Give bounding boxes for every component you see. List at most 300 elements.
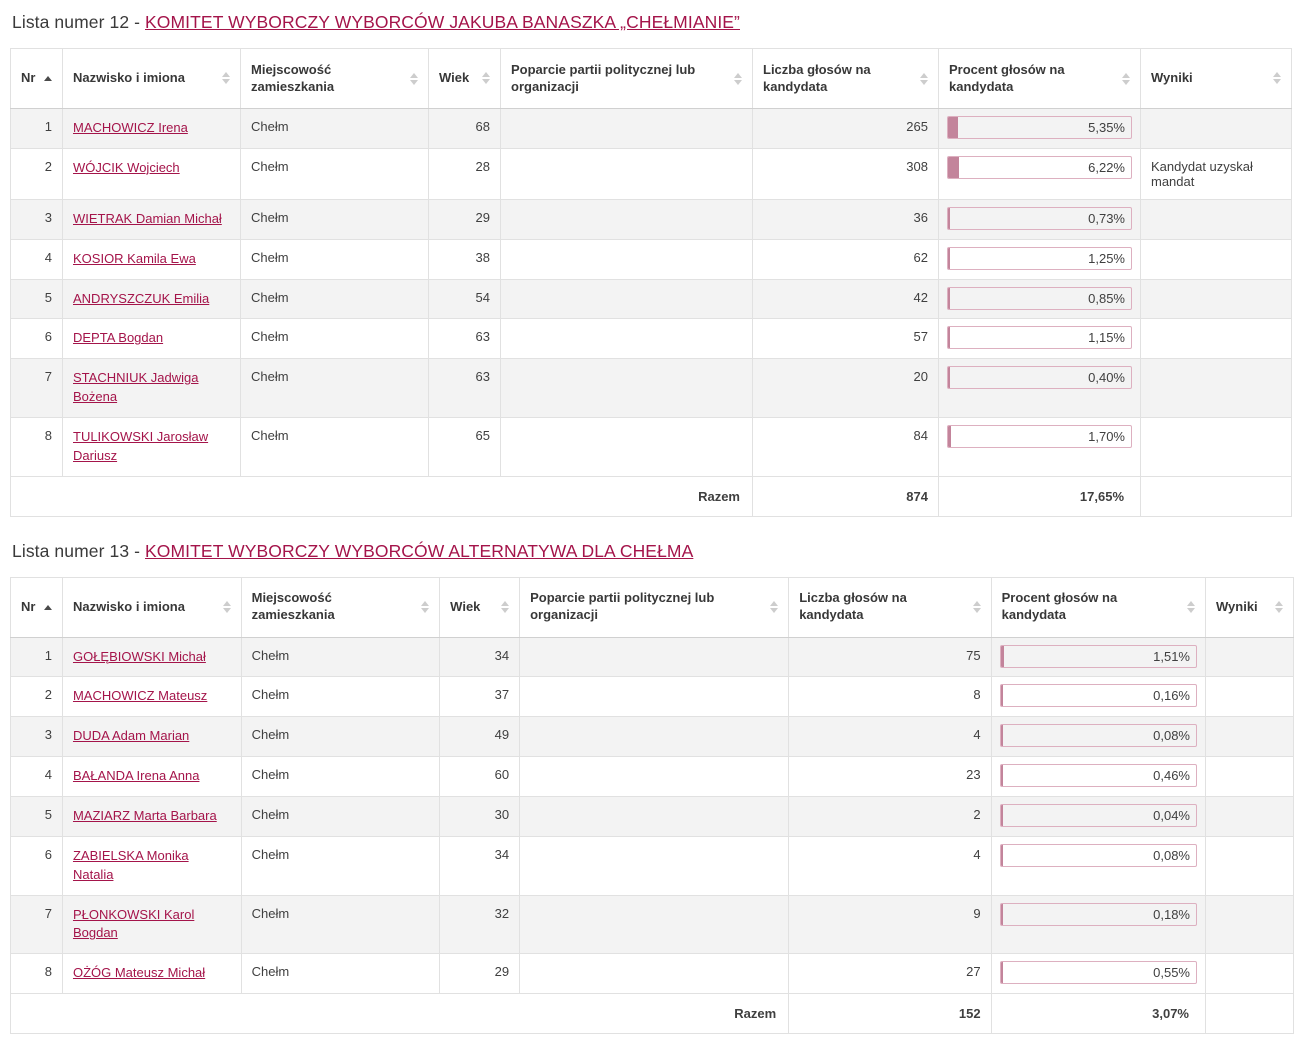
percent-bar bbox=[1000, 903, 1197, 926]
sort-up-arrow-icon bbox=[1122, 73, 1130, 78]
cell-age: 34 bbox=[440, 637, 520, 677]
header-row bbox=[11, 49, 1292, 109]
cell-name bbox=[63, 359, 241, 418]
cell-city: Chełm bbox=[241, 359, 429, 418]
candidate-link[interactable]: STACHNIUK Jadwiga Bożena bbox=[73, 370, 199, 405]
col-header-label: Procent głosów na kandydata bbox=[1001, 590, 1118, 623]
list-title-prefix: Lista numer 12 - bbox=[12, 12, 146, 32]
cell-nr: 6 bbox=[11, 836, 63, 895]
total-result-empty bbox=[1141, 476, 1292, 516]
cell-age: 29 bbox=[429, 199, 501, 239]
cell-city: Chełm bbox=[241, 319, 429, 359]
candidate-row bbox=[11, 109, 1292, 149]
candidate-row bbox=[11, 796, 1294, 836]
cell-name bbox=[63, 319, 241, 359]
candidate-link[interactable]: DUDA Adam Marian bbox=[72, 728, 190, 744]
percent-bar-value: 0,18% bbox=[1153, 906, 1190, 922]
candidate-row bbox=[11, 836, 1294, 895]
total-label: Razem bbox=[11, 994, 789, 1034]
cell-votes: 36 bbox=[753, 199, 939, 239]
cell-percent bbox=[991, 895, 1205, 954]
cell-nr: 8 bbox=[11, 417, 63, 476]
cell-city: Chełm bbox=[241, 954, 440, 994]
percent-bar-value: 0,08% bbox=[1153, 728, 1190, 744]
cell-support bbox=[501, 319, 753, 359]
cell-result bbox=[1141, 199, 1292, 239]
cell-name bbox=[62, 954, 241, 994]
percent-bar-value: 0,46% bbox=[1153, 768, 1190, 784]
cell-city: Chełm bbox=[241, 637, 440, 677]
cell-name bbox=[62, 677, 241, 717]
cell-age: 65 bbox=[429, 417, 501, 476]
percent-bar-fill bbox=[1001, 805, 1003, 826]
cell-name bbox=[63, 148, 241, 199]
cell-support bbox=[520, 836, 789, 895]
cell-votes: 4 bbox=[789, 717, 991, 757]
percent-bar bbox=[947, 366, 1132, 389]
candidate-link[interactable]: ZABIELSKA Monika Natalia bbox=[72, 847, 189, 882]
candidate-row bbox=[11, 717, 1294, 757]
sort-both-icon[interactable] bbox=[770, 601, 778, 613]
cell-votes: 42 bbox=[753, 279, 939, 319]
cell-nr: 4 bbox=[11, 757, 63, 797]
header-row bbox=[11, 577, 1294, 637]
cell-age: 29 bbox=[440, 954, 520, 994]
cell-votes: 23 bbox=[789, 757, 991, 797]
cell-name bbox=[63, 417, 241, 476]
cell-nr: 2 bbox=[11, 677, 63, 717]
cell-city: Chełm bbox=[241, 417, 429, 476]
candidate-row bbox=[11, 954, 1294, 994]
total-votes: 152 bbox=[789, 994, 991, 1034]
candidate-row bbox=[11, 239, 1292, 279]
sort-both-icon[interactable] bbox=[222, 72, 230, 84]
percent-bar-value: 5,35% bbox=[1088, 120, 1125, 135]
total-votes: 874 bbox=[753, 476, 939, 516]
candidate-row bbox=[11, 319, 1292, 359]
col-header-city[interactable] bbox=[241, 49, 429, 109]
cell-city: Chełm bbox=[241, 895, 440, 954]
cell-age: 49 bbox=[440, 717, 520, 757]
sort-both-icon[interactable] bbox=[1187, 601, 1195, 613]
sort-up-arrow-icon bbox=[410, 73, 418, 78]
candidate-link[interactable]: OŻÓG Mateusz Michał bbox=[72, 965, 206, 981]
sort-up-arrow-icon bbox=[482, 72, 490, 77]
percent-bar-fill bbox=[948, 117, 958, 138]
sort-both-icon[interactable] bbox=[920, 73, 928, 85]
percent-bar-fill bbox=[1001, 962, 1003, 983]
committee-link[interactable]: KOMITET WYBORCZY WYBORCÓW ALTERNATYWA DLA CHEŁMA bbox=[145, 540, 694, 561]
cell-name bbox=[62, 895, 241, 954]
col-header-label: Wiek bbox=[439, 70, 470, 86]
candidate-link[interactable]: KOSIOR Kamila Ewa bbox=[73, 250, 196, 266]
total-label: Razem bbox=[11, 476, 753, 516]
cell-name bbox=[62, 717, 241, 757]
candidate-row bbox=[11, 359, 1292, 418]
col-header-label: Miejscowość zamieszkania bbox=[251, 61, 335, 94]
percent-bar bbox=[947, 326, 1132, 349]
percent-bar-value: 1,70% bbox=[1088, 428, 1125, 444]
percent-bar-fill bbox=[948, 426, 951, 447]
candidate-row bbox=[11, 417, 1292, 476]
col-header-label: Liczba głosów na kandydata bbox=[763, 61, 871, 94]
list-12-title bbox=[12, 12, 1294, 33]
percent-bar-fill bbox=[1001, 685, 1003, 706]
cell-support bbox=[520, 796, 789, 836]
percent-bar-value: 0,08% bbox=[1153, 847, 1190, 863]
sort-both-icon[interactable] bbox=[734, 73, 742, 85]
percent-bar-value: 1,25% bbox=[1088, 250, 1125, 266]
percent-bar bbox=[947, 156, 1132, 179]
cell-name bbox=[63, 109, 241, 149]
cell-percent bbox=[991, 637, 1205, 677]
percent-bar-fill bbox=[948, 367, 950, 388]
percent-bar-fill bbox=[948, 327, 950, 348]
cell-result bbox=[1141, 279, 1292, 319]
cell-nr: 4 bbox=[11, 239, 63, 279]
percent-bar-value: 6,22% bbox=[1088, 159, 1125, 175]
cell-nr: 8 bbox=[11, 954, 63, 994]
cell-result bbox=[1141, 417, 1292, 476]
sort-down-arrow-icon bbox=[1273, 79, 1281, 84]
percent-bar-fill bbox=[948, 288, 950, 309]
cell-votes: 9 bbox=[789, 895, 991, 954]
cell-result bbox=[1206, 677, 1294, 717]
col-header-name[interactable] bbox=[63, 49, 241, 109]
cell-support bbox=[520, 954, 789, 994]
col-header-results[interactable] bbox=[1141, 49, 1292, 109]
cell-nr: 7 bbox=[11, 895, 63, 954]
sort-up-arrow-icon bbox=[421, 601, 429, 606]
cell-age: 38 bbox=[429, 239, 501, 279]
cell-percent bbox=[939, 417, 1141, 476]
cell-support bbox=[520, 717, 789, 757]
percent-bar bbox=[1000, 645, 1197, 668]
sort-down-arrow-icon bbox=[1275, 608, 1283, 613]
list-12-section bbox=[10, 12, 1294, 517]
cell-nr: 3 bbox=[11, 199, 63, 239]
cell-nr: 5 bbox=[11, 796, 63, 836]
col-header-label: Poparcie partii politycznej lub organizacji bbox=[530, 590, 715, 623]
col-header-label: Nr bbox=[21, 70, 36, 86]
percent-bar bbox=[1000, 804, 1197, 827]
cell-support bbox=[501, 359, 753, 418]
cell-result bbox=[1206, 895, 1294, 954]
percent-bar-value: 0,40% bbox=[1088, 370, 1125, 386]
candidate-link[interactable]: GOŁĘBIOWSKI Michał bbox=[72, 648, 206, 664]
percent-bar-value: 1,15% bbox=[1088, 330, 1125, 346]
cell-support bbox=[501, 199, 753, 239]
cell-nr: 1 bbox=[11, 109, 63, 149]
sort-down-arrow-icon bbox=[734, 80, 742, 85]
col-header-label: Nazwisko i imiona bbox=[72, 598, 185, 614]
percent-bar-fill bbox=[948, 208, 950, 229]
percent-bar-fill bbox=[1001, 646, 1004, 667]
cell-percent bbox=[939, 199, 1141, 239]
percent-bar-fill bbox=[948, 157, 959, 178]
cell-percent bbox=[939, 279, 1141, 319]
sort-up-arrow-icon bbox=[973, 601, 981, 606]
cell-city: Chełm bbox=[241, 836, 440, 895]
cell-age: 63 bbox=[429, 319, 501, 359]
cell-name bbox=[63, 199, 241, 239]
cell-name bbox=[63, 239, 241, 279]
candidate-link[interactable]: WIETRAK Damian Michał bbox=[73, 210, 222, 226]
candidate-link[interactable]: MAZIARZ Marta Barbara bbox=[72, 807, 217, 823]
cell-votes: 4 bbox=[789, 836, 991, 895]
candidate-link[interactable]: TULIKOWSKI Jarosław Dariusz bbox=[73, 428, 209, 463]
col-header-label: Liczba głosów na kandydata bbox=[799, 590, 907, 623]
cell-nr: 6 bbox=[11, 319, 63, 359]
percent-bar-fill bbox=[948, 248, 950, 269]
col-header-name[interactable] bbox=[62, 577, 241, 637]
cell-name bbox=[62, 637, 241, 677]
candidate-row bbox=[11, 677, 1294, 717]
cell-result bbox=[1141, 359, 1292, 418]
cell-percent bbox=[939, 148, 1141, 199]
list-13-section bbox=[10, 541, 1294, 1034]
percent-bar-value: 0,73% bbox=[1088, 210, 1125, 226]
sort-both-icon[interactable] bbox=[410, 73, 418, 85]
col-header-label: Wyniki bbox=[1151, 70, 1193, 86]
sort-both-icon[interactable] bbox=[482, 72, 490, 84]
cell-support bbox=[520, 757, 789, 797]
list-title-prefix: Lista numer 13 - bbox=[12, 540, 146, 561]
percent-bar bbox=[947, 425, 1132, 448]
cell-nr: 3 bbox=[11, 717, 63, 757]
cell-result: Kandydat uzyskał mandat bbox=[1141, 148, 1292, 199]
cell-votes: 8 bbox=[789, 677, 991, 717]
cell-result bbox=[1206, 757, 1294, 797]
col-header-support[interactable] bbox=[520, 577, 789, 637]
col-header-nr[interactable] bbox=[11, 577, 63, 637]
cell-result bbox=[1206, 717, 1294, 757]
percent-bar-fill bbox=[1001, 904, 1003, 925]
cell-name bbox=[62, 757, 241, 797]
sort-down-arrow-icon bbox=[421, 608, 429, 613]
col-header-label: Poparcie partii politycznej lub organizacji bbox=[511, 61, 696, 94]
col-header-label: Miejscowość zamieszkania bbox=[251, 590, 335, 623]
candidate-link[interactable]: MACHOWICZ Irena bbox=[73, 120, 188, 135]
col-header-label: Nazwisko i imiona bbox=[73, 70, 185, 86]
candidate-link[interactable]: WÓJCIK Wojciech bbox=[73, 159, 180, 175]
cell-city: Chełm bbox=[241, 279, 429, 319]
candidate-row bbox=[11, 148, 1292, 199]
cell-percent bbox=[939, 319, 1141, 359]
list-13-title bbox=[12, 541, 1294, 562]
cell-support bbox=[520, 895, 789, 954]
cell-nr: 1 bbox=[11, 637, 63, 677]
cell-nr: 2 bbox=[11, 148, 63, 199]
col-header-age[interactable] bbox=[429, 49, 501, 109]
sort-up-arrow-icon bbox=[223, 601, 231, 606]
col-header-age[interactable] bbox=[440, 577, 520, 637]
sort-up-arrow-icon bbox=[920, 73, 928, 78]
col-header-support[interactable] bbox=[501, 49, 753, 109]
sort-both-icon[interactable] bbox=[1275, 601, 1283, 613]
cell-percent bbox=[991, 677, 1205, 717]
cell-percent bbox=[939, 239, 1141, 279]
col-header-percent[interactable] bbox=[991, 577, 1205, 637]
cell-votes: 75 bbox=[789, 637, 991, 677]
candidate-link[interactable]: DEPTA Bogdan bbox=[73, 330, 164, 346]
cell-result bbox=[1141, 109, 1292, 149]
cell-percent bbox=[939, 109, 1141, 149]
candidate-link[interactable]: ANDRYSZCZUK Emilia bbox=[73, 290, 210, 306]
cell-result bbox=[1141, 319, 1292, 359]
total-percent: 3,07% bbox=[991, 994, 1205, 1034]
cell-age: 32 bbox=[440, 895, 520, 954]
cell-percent bbox=[991, 717, 1205, 757]
cell-age: 30 bbox=[440, 796, 520, 836]
cell-age: 54 bbox=[429, 279, 501, 319]
cell-age: 68 bbox=[429, 109, 501, 149]
cell-nr: 7 bbox=[11, 359, 63, 418]
percent-bar-value: 0,04% bbox=[1153, 807, 1190, 823]
cell-percent bbox=[991, 836, 1205, 895]
sort-both-icon[interactable] bbox=[223, 601, 231, 613]
cell-age: 60 bbox=[440, 757, 520, 797]
cell-support bbox=[501, 239, 753, 279]
sort-down-arrow-icon bbox=[223, 608, 231, 613]
cell-votes: 2 bbox=[789, 796, 991, 836]
sort-down-arrow-icon bbox=[410, 80, 418, 85]
cell-percent bbox=[991, 954, 1205, 994]
percent-bar-fill bbox=[1001, 725, 1003, 746]
cell-result bbox=[1206, 637, 1294, 677]
cell-percent bbox=[991, 796, 1205, 836]
cell-result bbox=[1206, 796, 1294, 836]
sort-both-icon[interactable] bbox=[1122, 73, 1130, 85]
sort-down-arrow-icon bbox=[222, 79, 230, 84]
cell-city: Chełm bbox=[241, 199, 429, 239]
cell-result bbox=[1141, 239, 1292, 279]
col-header-label: Procent głosów na kandydata bbox=[949, 61, 1065, 94]
cell-city: Chełm bbox=[241, 677, 440, 717]
cell-age: 28 bbox=[429, 148, 501, 199]
col-header-votes[interactable] bbox=[753, 49, 939, 109]
candidates-table-list-13 bbox=[10, 577, 1294, 1034]
cell-name bbox=[63, 279, 241, 319]
cell-city: Chełm bbox=[241, 148, 429, 199]
sort-down-arrow-icon bbox=[501, 608, 509, 613]
cell-support bbox=[501, 279, 753, 319]
sort-down-arrow-icon bbox=[973, 608, 981, 613]
cell-name bbox=[62, 836, 241, 895]
cell-support bbox=[501, 109, 753, 149]
percent-bar bbox=[1000, 844, 1197, 867]
sort-asc-active-icon[interactable] bbox=[44, 605, 52, 610]
percent-bar-value: 0,85% bbox=[1088, 290, 1125, 306]
sort-up-arrow-icon bbox=[734, 73, 742, 78]
cell-votes: 265 bbox=[753, 109, 939, 149]
percent-bar bbox=[1000, 961, 1197, 984]
col-header-label: Nr bbox=[21, 598, 36, 614]
col-header-results[interactable] bbox=[1206, 577, 1294, 637]
sort-up-arrow-icon bbox=[501, 601, 509, 606]
sort-down-arrow-icon bbox=[770, 608, 778, 613]
candidates-table-list-12 bbox=[10, 48, 1292, 517]
percent-bar-value: 1,51% bbox=[1153, 648, 1190, 664]
candidate-row bbox=[11, 199, 1292, 239]
percent-bar-value: 0,55% bbox=[1153, 965, 1190, 981]
sort-up-arrow-icon bbox=[1187, 601, 1195, 606]
sort-up-arrow-icon bbox=[44, 605, 52, 610]
cell-votes: 57 bbox=[753, 319, 939, 359]
percent-bar-fill bbox=[1001, 765, 1003, 786]
cell-name bbox=[62, 796, 241, 836]
percent-bar bbox=[1000, 724, 1197, 747]
percent-bar bbox=[947, 247, 1132, 270]
cell-support bbox=[520, 677, 789, 717]
cell-city: Chełm bbox=[241, 239, 429, 279]
candidate-row bbox=[11, 757, 1294, 797]
col-header-nr[interactable] bbox=[11, 49, 63, 109]
cell-result bbox=[1206, 954, 1294, 994]
col-header-label: Wyniki bbox=[1216, 598, 1258, 614]
candidate-row bbox=[11, 637, 1294, 677]
sort-asc-active-icon[interactable] bbox=[44, 76, 52, 81]
total-result-empty bbox=[1206, 994, 1294, 1034]
sort-both-icon[interactable] bbox=[421, 601, 429, 613]
candidate-link[interactable]: BAŁANDA Irena Anna bbox=[72, 768, 200, 784]
cell-nr: 5 bbox=[11, 279, 63, 319]
cell-percent bbox=[939, 359, 1141, 418]
cell-support bbox=[501, 148, 753, 199]
cell-support bbox=[501, 417, 753, 476]
cell-city: Chełm bbox=[241, 757, 440, 797]
percent-bar bbox=[1000, 684, 1197, 707]
cell-city: Chełm bbox=[241, 717, 440, 757]
cell-votes: 27 bbox=[789, 954, 991, 994]
sort-down-arrow-icon bbox=[920, 80, 928, 85]
col-header-percent[interactable] bbox=[939, 49, 1141, 109]
candidate-link[interactable]: MACHOWICZ Mateusz bbox=[72, 688, 208, 704]
col-header-label: Wiek bbox=[450, 598, 481, 614]
cell-result bbox=[1206, 836, 1294, 895]
cell-age: 63 bbox=[429, 359, 501, 418]
cell-support bbox=[520, 637, 789, 677]
sort-up-arrow-icon bbox=[1273, 72, 1281, 77]
percent-bar bbox=[947, 287, 1132, 310]
candidate-row bbox=[11, 895, 1294, 954]
cell-votes: 308 bbox=[753, 148, 939, 199]
percent-bar bbox=[1000, 764, 1197, 787]
sort-down-arrow-icon bbox=[482, 79, 490, 84]
candidate-link[interactable]: PŁONKOWSKI Karol Bogdan bbox=[72, 906, 195, 941]
sort-both-icon[interactable] bbox=[973, 601, 981, 613]
cell-votes: 84 bbox=[753, 417, 939, 476]
sort-down-arrow-icon bbox=[1122, 80, 1130, 85]
percent-bar bbox=[947, 207, 1132, 230]
sort-both-icon[interactable] bbox=[501, 601, 509, 613]
total-row bbox=[11, 994, 1294, 1034]
cell-city: Chełm bbox=[241, 796, 440, 836]
cell-city: Chełm bbox=[241, 109, 429, 149]
col-header-votes[interactable] bbox=[789, 577, 991, 637]
percent-bar bbox=[947, 116, 1132, 139]
cell-votes: 20 bbox=[753, 359, 939, 418]
cell-age: 37 bbox=[440, 677, 520, 717]
col-header-city[interactable] bbox=[241, 577, 440, 637]
committee-link[interactable]: KOMITET WYBORCZY WYBORCÓW JAKUBA BANASZKA „CHEŁMIANIE” bbox=[145, 12, 740, 32]
sort-up-arrow-icon bbox=[222, 72, 230, 77]
cell-age: 34 bbox=[440, 836, 520, 895]
cell-percent bbox=[991, 757, 1205, 797]
percent-bar-fill bbox=[1001, 845, 1003, 866]
sort-both-icon[interactable] bbox=[1273, 72, 1281, 84]
total-row bbox=[11, 476, 1292, 516]
